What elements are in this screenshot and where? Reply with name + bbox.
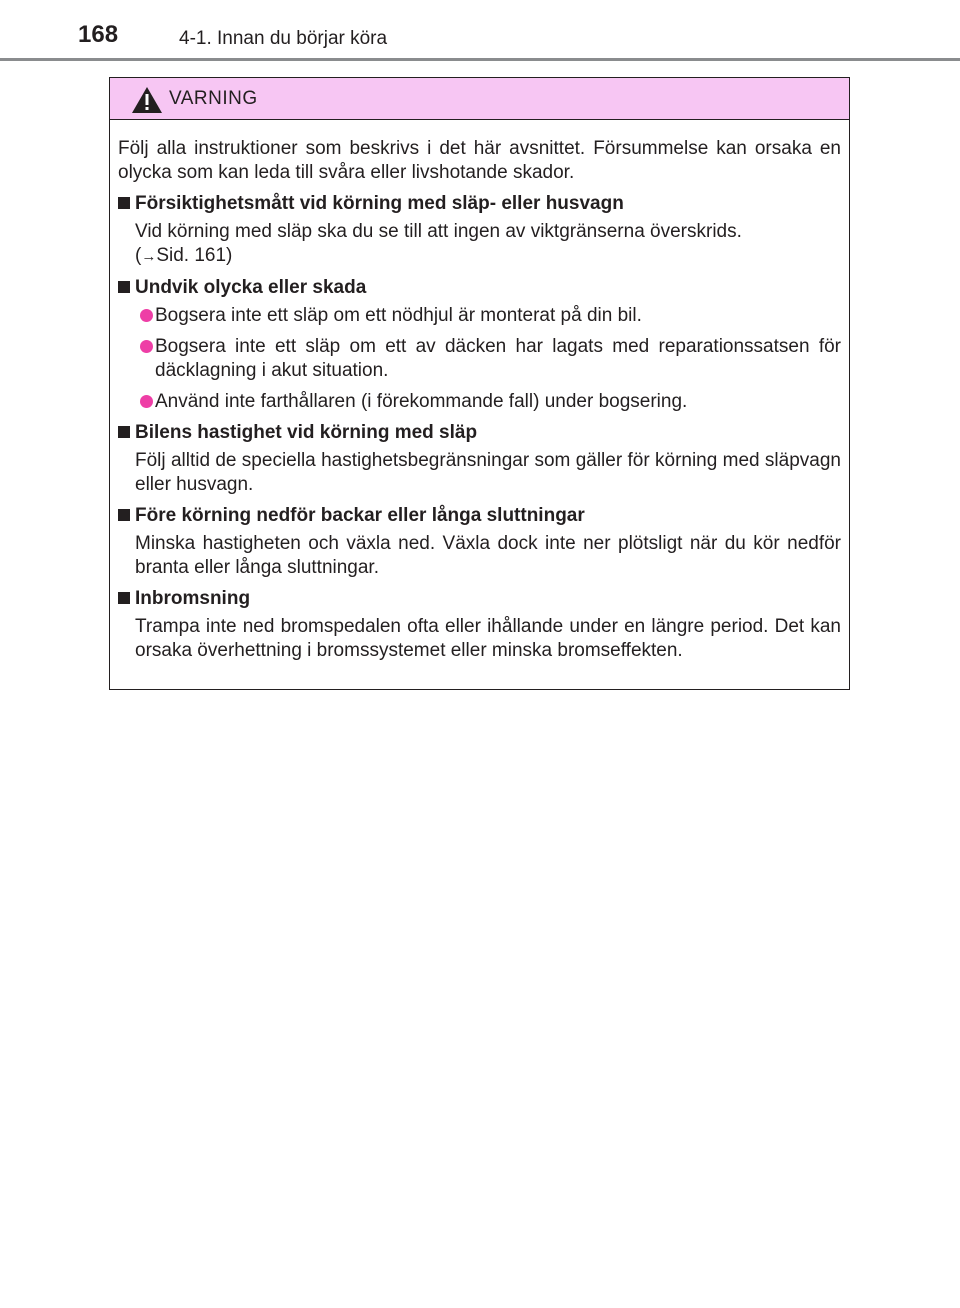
- section-heading-text: Inbromsning: [135, 588, 251, 609]
- square-bullet-icon: [118, 592, 130, 604]
- section-towing-precautions: [118, 192, 841, 269]
- page-reference-link[interactable]: Sid. 161): [156, 245, 233, 266]
- warning-label: VARNING: [169, 88, 258, 109]
- arrow-right-icon: →: [141, 248, 157, 265]
- warning-intro: Följ alla instruktioner som beskrivs i det här avsnittet. Försummelse kan orsaka en olycka som kan leda till svåra eller livshotande skador.: [118, 138, 841, 183]
- list-item: [118, 335, 841, 383]
- square-bullet-icon: [118, 426, 130, 438]
- warning-header: [110, 78, 849, 120]
- section-downhill: [118, 504, 841, 580]
- section-text: Trampa inte ned bromspedalen ofta eller ihållande under en längre period. Det kan orsaka överhettning i bromssystemet eller minska bromseffekten.: [135, 616, 841, 661]
- warning-triangle-icon: [131, 86, 163, 114]
- section-towing-speed: [118, 421, 841, 497]
- section-heading-text: Före körning nedför backar eller långa sluttningar: [135, 505, 585, 526]
- section-heading: [118, 504, 841, 528]
- section-heading-text: Undvik olycka eller skada: [135, 277, 367, 298]
- list-item-text: Bogsera inte ett släp om ett nödhjul är monterat på din bil.: [155, 305, 642, 326]
- header-divider: [0, 58, 960, 61]
- warning-box: [109, 77, 850, 690]
- circle-bullet-icon: [140, 340, 153, 353]
- ref-paren: (: [135, 245, 142, 266]
- list-item-text: Använd inte farthållaren (i förekommande fall) under bogsering.: [155, 391, 688, 412]
- list-item: [118, 390, 841, 414]
- section-heading: [118, 192, 841, 216]
- list-item-text: Bogsera inte ett släp om ett av däcken har lagats med reparationssatsen för däcklagning i akut situation.: [155, 336, 841, 381]
- section-heading: [118, 421, 841, 445]
- page-header: [0, 0, 960, 62]
- section-text-body: Vid körning med släp ska du se till att ingen av viktgränserna överskrids.: [135, 221, 742, 242]
- section-heading: [118, 587, 841, 611]
- square-bullet-icon: [118, 197, 130, 209]
- section-title: 4-1. Innan du börjar köra: [179, 28, 388, 49]
- section-text: Minska hastigheten och växla ned. Växla dock inte ner plötsligt när du kör nedför branta eller långa sluttningar.: [135, 533, 841, 578]
- circle-bullet-icon: [140, 309, 153, 322]
- square-bullet-icon: [118, 281, 130, 293]
- page-number: 168: [78, 21, 119, 48]
- circle-bullet-icon: [140, 395, 153, 408]
- square-bullet-icon: [118, 509, 130, 521]
- section-avoid-accident: [118, 276, 841, 414]
- section-heading-text: Försiktighetsmått vid körning med släp- eller husvagn: [135, 193, 624, 214]
- section-braking: [118, 587, 841, 663]
- section-text: Följ alltid de speciella hastighetsbegränsningar som gäller för körning med släpvagn eller husvagn.: [135, 450, 841, 495]
- section-heading-text: Bilens hastighet vid körning med släp: [135, 422, 478, 443]
- list-item: [118, 304, 841, 328]
- section-heading: [118, 276, 841, 300]
- section-text: [135, 220, 841, 269]
- warning-body: [110, 120, 849, 663]
